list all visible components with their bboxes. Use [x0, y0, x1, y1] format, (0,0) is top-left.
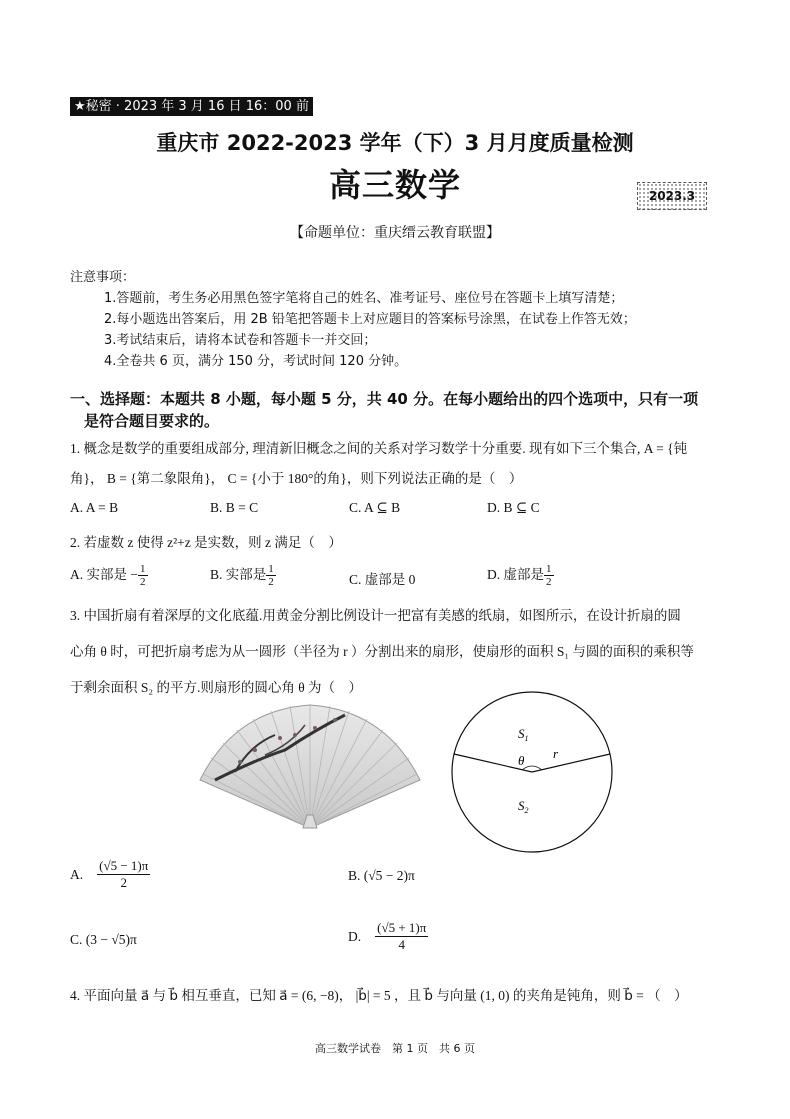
q3-option-c[interactable]: C. (3 − √5)π [70, 932, 137, 947]
label-theta: θ [518, 753, 525, 768]
confidential-label: ★秘密 · 2023 年 3 月 16 日 16：00 前 [70, 97, 313, 116]
q1-option-b[interactable]: B. B = C [210, 500, 259, 515]
label-s2: $S_2$ [518, 798, 529, 815]
q1-option-a[interactable]: A. A = B [70, 500, 119, 515]
q1-option-d[interactable]: D. B ⊆ C [487, 500, 540, 515]
notice-item: 4.全卷共 6 页，满分 150 分，考试时间 120 分钟。 [104, 354, 408, 369]
q4-stem: 4. 平面向量 a⃗ 与 b⃗ 相互垂直，已知 a⃗ = (6, −8)， |b⃗| = 5 ，且 b⃗ 与向量 (1, 0) 的夹角是钝角，则 b⃗ = （ ） [70, 988, 688, 1003]
sector-diagram [450, 690, 615, 855]
q3-option-b[interactable]: B. (√5 − 2)π [348, 868, 415, 883]
q2-stem: 2. 若虚数 z 使得 z²+z 是实数，则 z 满足（ ） [70, 535, 342, 550]
q1-line1: 1. 概念是数学的重要组成部分, 理清新旧概念之间的关系对学习数学十分重要. 现有如下三个集合, A = {钝 [70, 441, 688, 456]
q1-line2: 角}， B = {第二象限角}， C = {小于 180°的角}，则下列说法正确的是（ ） [70, 471, 523, 486]
q3-option-a[interactable]: A. $\frac{(√5 - 1)\pi}{2}$ [70, 858, 149, 890]
q3-option-d[interactable]: D. $\frac{(√5 + 1)\pi}{4}$ [348, 920, 427, 952]
q2-option-c[interactable]: C. 虚部是 0 [349, 572, 416, 587]
notice-item: 1.答题前，考生务必用黑色签字笔将自己的姓名、准考证号、座位号在答题卡上填写清楚； [104, 291, 624, 306]
notice-heading: 注意事项： [70, 270, 136, 285]
q3-line2: 心角 θ 时，可把折扇考虑为从一圆形（半径为 r ）分割出来的扇形，使扇形的面积 S₁ 与圆的面积的乘积等 [70, 644, 694, 659]
q3-line1: 3. 中国折扇有着深厚的文化底蕴.用黄金分割比例设计一把富有美感的纸扇，如图所示，在设计折扇的圆 [70, 608, 681, 623]
q2-option-d[interactable]: D. 虚部是 $\frac{1}{2}$ [487, 563, 552, 589]
q2-option-b[interactable]: B. 实部是 $\frac{1}{2}$ [210, 563, 274, 589]
q3-line3: 于剩余面积 S₂ 的平方.则扇形的圆心角 θ 为（ ） [70, 680, 363, 695]
folding-fan-image [195, 700, 425, 835]
notice-item: 2.每小题选出答案后，用 2B 铅笔把答题卡上对应题目的答案标号涂黑，在试卷上作答无效； [104, 312, 636, 327]
page-footer: 高三数学试卷 第 1 页 共 6 页 [315, 1042, 475, 1055]
date-badge: 2023.3 [637, 182, 707, 210]
issuing-unit: 【命题单位：重庆缙云教育联盟】 [290, 225, 500, 241]
exam-title: 重庆市 2022-2023 学年（下）3 月月度质量检测 [156, 131, 634, 155]
section-heading: 一、选择题：本题共 8 小题，每小题 5 分，共 40 分。在每小题给出的四个选项中，只有一项 是符合题目要求的。 [70, 390, 699, 430]
label-s1: $S_1$ [518, 726, 529, 743]
q1-option-c[interactable]: C. A ⊆ B [349, 500, 401, 515]
q2-option-a[interactable]: A. 实部是 − $\frac{1}{2}$ [70, 563, 146, 589]
subject-title: 高三数学 [328, 166, 461, 204]
label-radius: r [553, 746, 559, 761]
notice-item: 3.考试结束后，请将本试卷和答题卡一并交回； [104, 333, 377, 348]
